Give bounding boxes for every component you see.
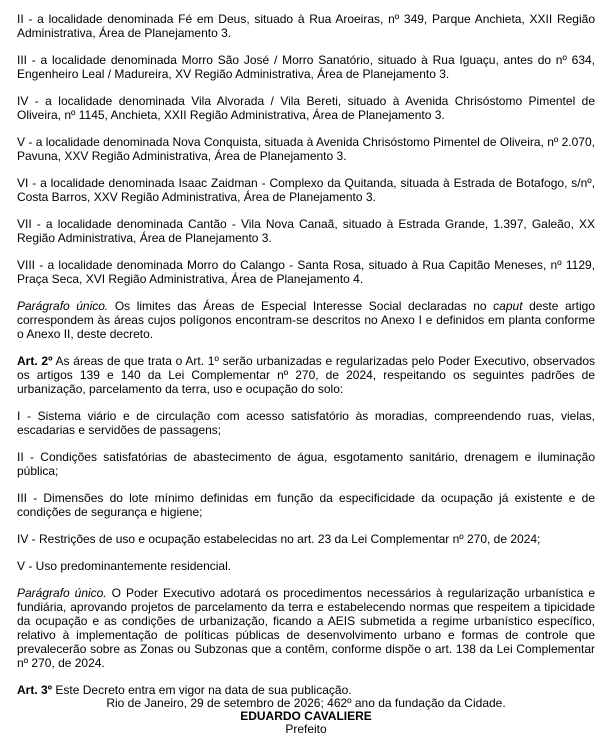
art-2-item-ii: II - Condições satisfatórias de abastecimento de água, esgotamento sanitário, drenagem e iluminação pública;	[17, 450, 595, 478]
item-vii: VII - a localidade denominada Cantão - Vila Nova Canaã, situado à Estrada Grande, 1.397, Galeão, XX Região Administrativa, Área de Planejamento 3.	[17, 217, 595, 245]
art-2-item-v: V - Uso predominantemente residencial.	[17, 559, 232, 573]
paragrafo-text-before: Os limites das Áreas de Especial Interesse Social declaradas no	[108, 299, 494, 313]
item-iii: III - a localidade denominada Morro São José / Morro Sanatório, situado à Rua Iguaçu, antes do nº 634, Engenheiro Leal / Madureira, XV Região Administrativa, Área de Planejamento 3.	[17, 53, 595, 81]
art-2-text: As áreas de que trata o Art. 1º serão urbanizadas e regularizadas pelo Poder Executivo, observados os artigos 139 e 140 da Lei Complementar nº 270, de 2024, respeitando os seguintes padrões de urbanização, parcelamento da terra, uso e ocupação do solo:	[17, 354, 595, 396]
item-ii: II - a localidade denominada Fé em Deus, situado à Rua Aroeiras, nº 349, Parque Anchieta, XXII Região Administrativa, Área de Planejamento 3.	[17, 12, 595, 40]
caput-term: caput	[493, 299, 523, 313]
art-2-label: Art. 2º	[17, 354, 53, 368]
paragrafo-2-text: O Poder Executivo adotará os procedimentos necessários à regularização urbanística e fundiária, aprovando projetos de parcelamento da terra e estabelecendo normas que respeitem a tipicidade da ocupação e as condições de urbanização, ficando a AEIS submetida a regime urbanístico específico, relativo à implementação de políticas públicas de desenvolvimento urbano e formas de controle que prevalecerão sobre as Zonas ou Subzonas que a contêm, conforme dispõe o art. 138 da Lei Complementar nº 270, de 2024.	[17, 586, 595, 670]
paragrafo-unico-1	[17, 299, 595, 341]
item-viii: VIII - a localidade denominada Morro do Calango - Santa Rosa, situado à Rua Capitão Meneses, nº 1129, Praça Seca, XVI Região Administrativa, Área de Planejamento 4.	[17, 258, 595, 286]
place-date: Rio de Janeiro, 29 de setembro de 2026; 462º ano da fundação da Cidade.	[106, 696, 506, 710]
paragrafo-text-after: deste artigo correspondem às áreas cujos polígonos encontram-se descritos no Anexo I e definidos em planta conforme o Anexo II, deste decreto.	[17, 299, 596, 341]
signer-role: Prefeito	[285, 722, 327, 736]
art-2-item-i: I - Sistema viário e de circulação com acesso satisfatório às moradias, compreendendo ruas, vielas, escadarias e servidões de passagens;	[17, 409, 595, 437]
art-2-item-iv: IV - Restrições de uso e ocupação estabelecidas no art. 23 da Lei Complementar nº 270, de 2024;	[17, 532, 541, 546]
signer-name-text: EDUARDO CAVALIERE	[240, 709, 372, 723]
art-3	[17, 683, 595, 697]
art-3-label: Art. 3º	[17, 683, 53, 697]
item-iv: IV - a localidade denominada Vila Alvorada / Vila Bereti, situado à Avenida Chrisóstomo Pimentel de Oliveira, nº 1145, Anchieta, XXII Região Administrativa, Área de Planejamento 3.	[17, 94, 595, 122]
art-3-text: Este Decreto entra em vigor na data de sua publicação.	[52, 683, 352, 697]
paragrafo-unico-2	[17, 586, 595, 670]
art-2	[17, 354, 595, 396]
paragrafo-2-label: Parágrafo único.	[17, 586, 107, 600]
decree-document	[17, 12, 595, 736]
art-2-item-iii: III - Dimensões do lote mínimo definidas em função da especificidade da ocupação já existente e de condições de segurança e higiene;	[17, 491, 595, 519]
item-vi: VI - a localidade denominada Isaac Zaidman - Complexo da Quitanda, situada à Estrada de Botafogo, s/nº, Costa Barros, XXV Região Administrativa, Área de Planejamento 3.	[17, 176, 595, 204]
paragrafo-label: Parágrafo único.	[17, 299, 109, 313]
item-v: V - a localidade denominada Nova Conquista, situada à Avenida Chrisóstomo Pimentel de Oliveira, nº 2.070, Pavuna, XXV Região Administrativa, Área de Planejamento 3.	[17, 135, 595, 163]
